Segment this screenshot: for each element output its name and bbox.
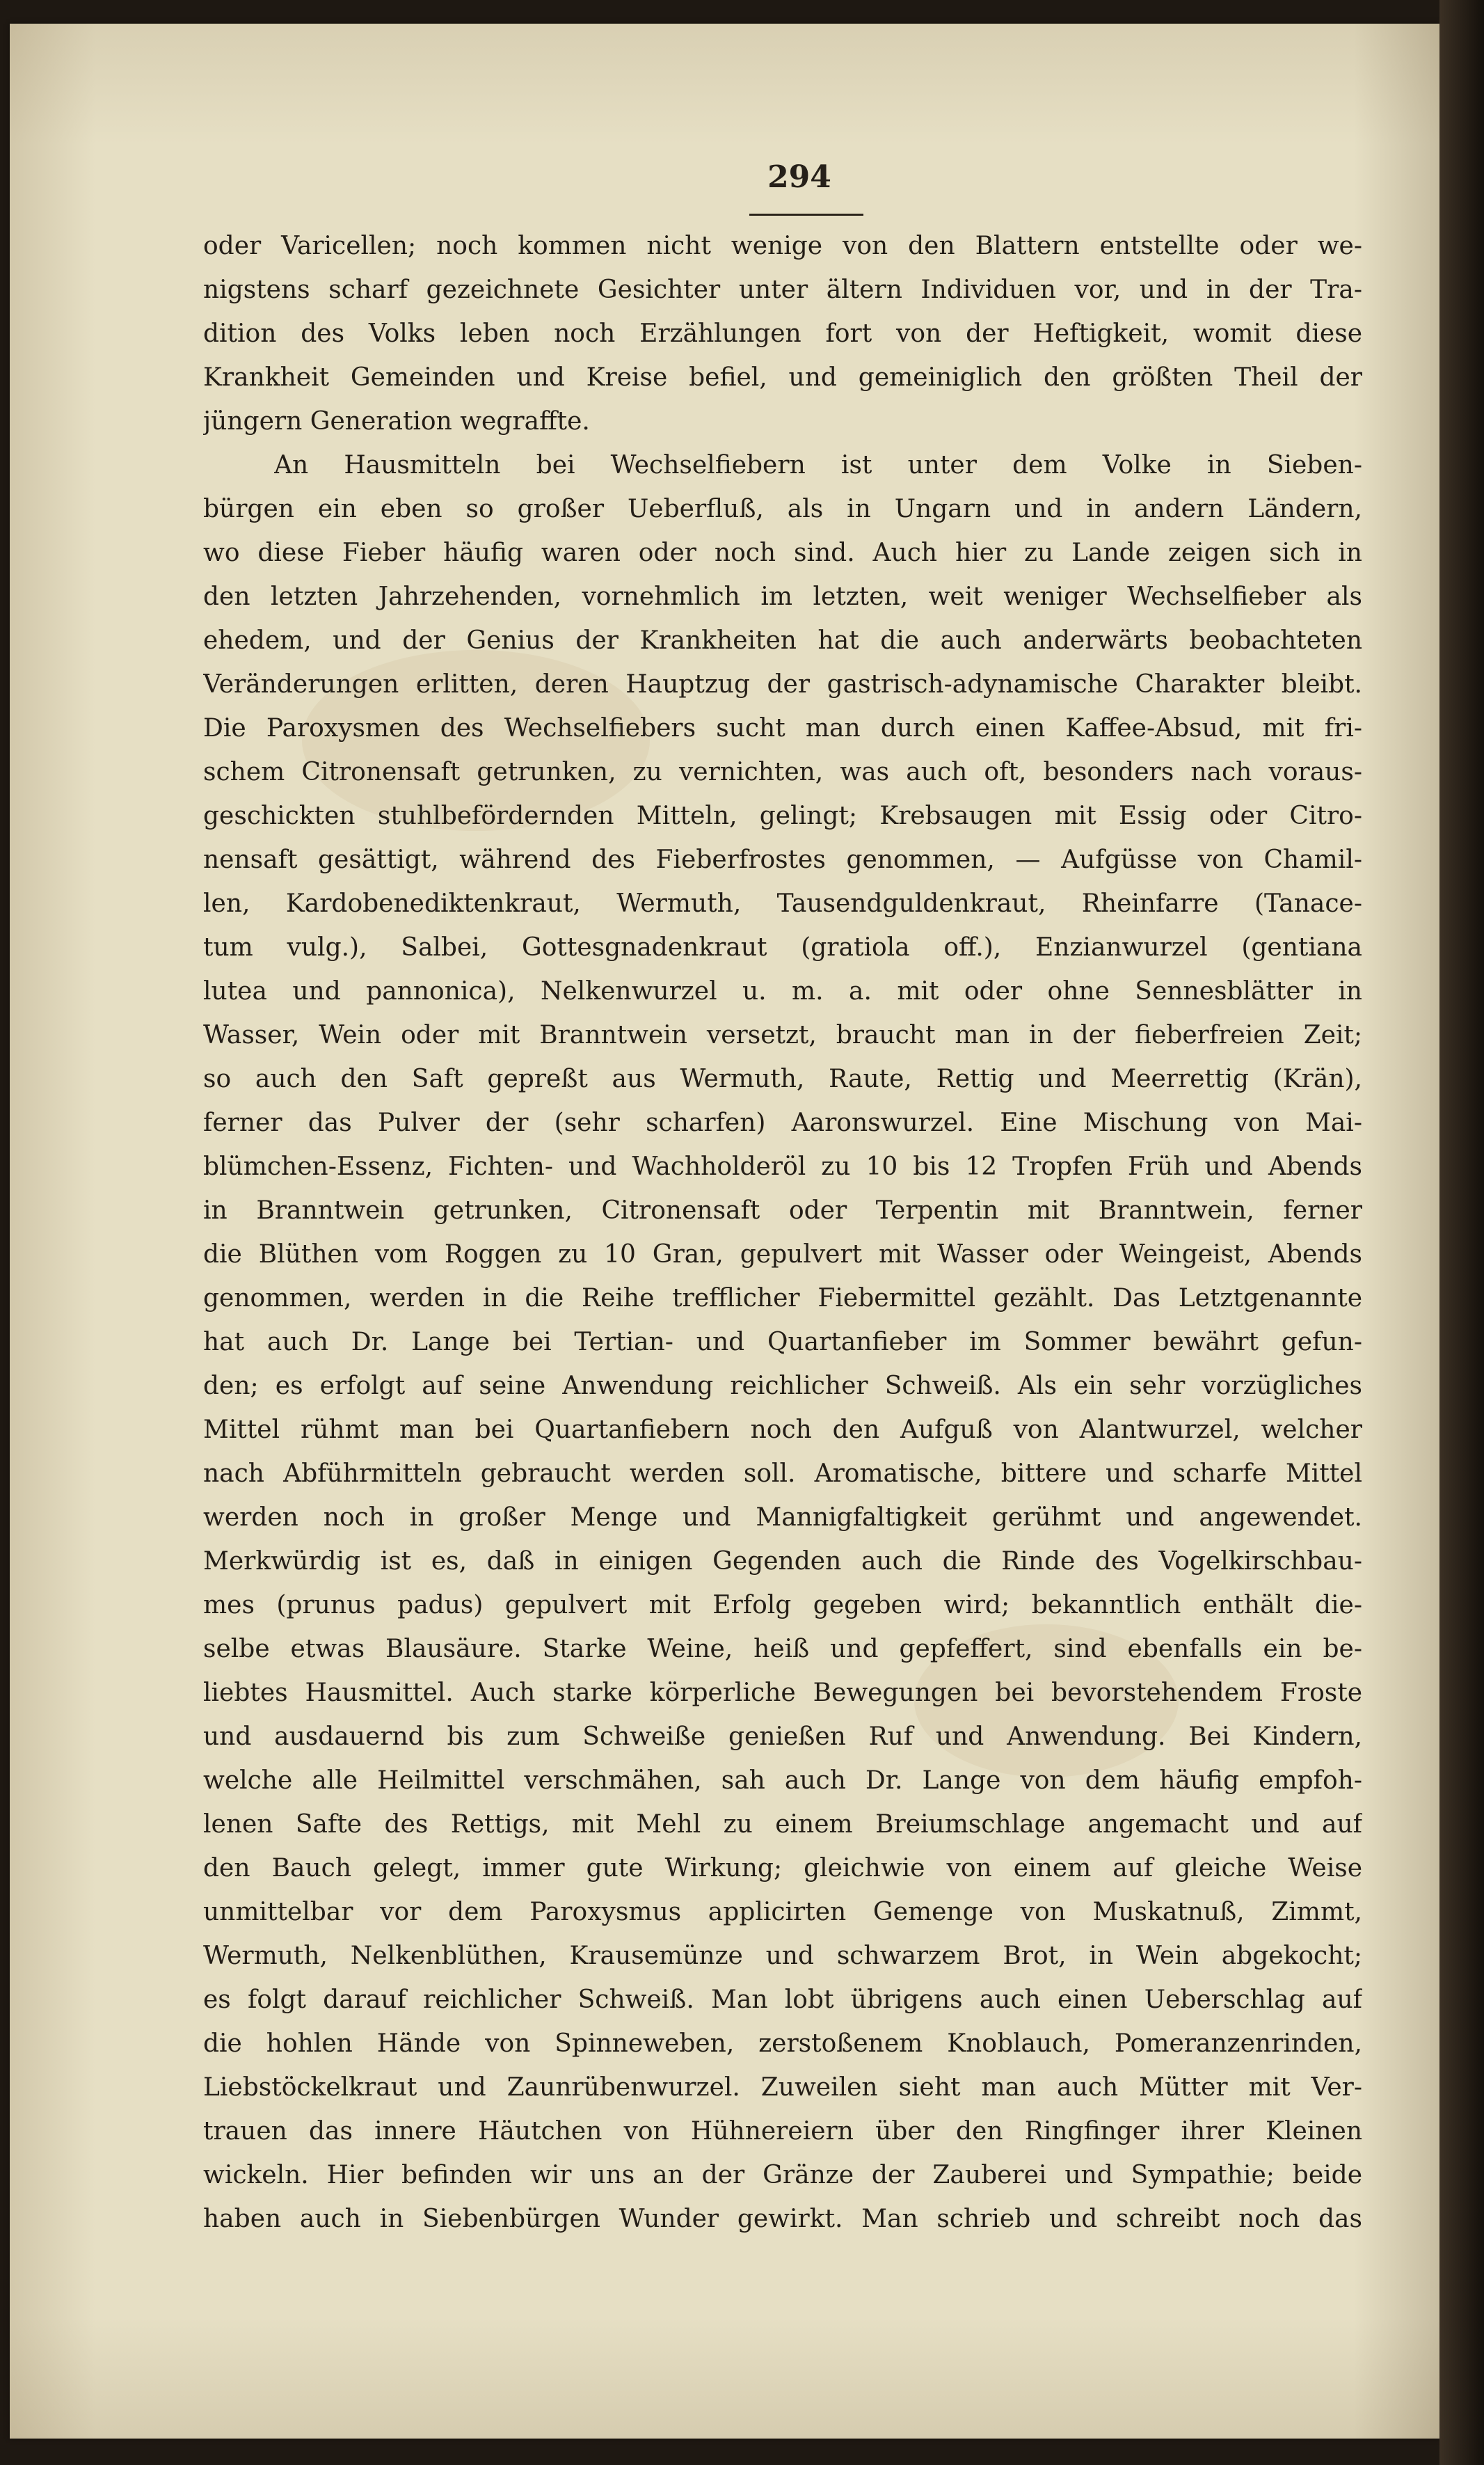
text-line: den Bauch gelegt, immer gute Wirkung; gleichwie von einem auf gleiche Weise [203, 1854, 1362, 1883]
text-line: die hohlen Hände von Spinneweben, zerstoßenem Knoblauch, Pomeranzenrinden, [203, 2029, 1362, 2058]
text-line: lenen Safte des Rettigs, mit Mehl zu einem Breiumschlage angemacht und auf [203, 1810, 1362, 1839]
text-line: ehedem, und der Genius der Krankheiten hat die auch anderwärts beobachteten [203, 626, 1362, 655]
text-line: und ausdauernd bis zum Schweiße genießen Ruf und Anwendung. Bei Kindern, [203, 1722, 1362, 1751]
text-line: Liebstöckelkraut und Zaunrübenwurzel. Zuweilen sieht man auch Mütter mit Ver- [203, 2073, 1362, 2102]
text-line: dition des Volks leben noch Erzählungen fort von der Heftigkeit, womit diese [203, 319, 1362, 348]
paper-page [10, 24, 1439, 2439]
text-line: werden noch in großer Menge und Mannigfaltigkeit gerühmt und angewendet. [203, 1503, 1362, 1532]
text-line: blümchen-Essenz, Fichten- und Wachholderöl zu 10 bis 12 Tropfen Früh und Abends [203, 1152, 1362, 1181]
text-line: nigstens scharf gezeichnete Gesichter unter ältern Individuen vor, und in der Tra- [203, 276, 1362, 304]
text-line: bürgen ein eben so großer Ueberfluß, als in Ungarn und in andern Ländern, [203, 495, 1362, 523]
text-line: Krankheit Gemeinden und Kreise befiel, und gemeiniglich den größten Theil der [203, 363, 1362, 392]
text-line: len, Kardobenediktenkraut, Wermuth, Tausendguldenkraut, Rheinfarre (Tanace- [203, 889, 1362, 918]
text-line: jüngern Generation wegraffte. [203, 407, 590, 436]
text-line: geschickten stuhlbefördernden Mitteln, gelingt; Krebsaugen mit Essig oder Citro- [203, 802, 1362, 830]
text-line: trauen das innere Häutchen von Hühnereiern über den Ringfinger ihrer Kleinen [203, 2117, 1362, 2146]
text-line: so auch den Saft gepreßt aus Wermuth, Raute, Rettig und Meerrettig (Krän), [203, 1065, 1362, 1093]
text-line: mes (prunus padus) gepulvert mit Erfolg gegeben wird; bekanntlich enthält die- [203, 1591, 1362, 1619]
page-number: 294 [767, 159, 831, 195]
body-text [10, 24, 1439, 2439]
text-line: nensaft gesättigt, während des Fieberfrostes genommen, — Aufgüsse von Chamil- [203, 846, 1362, 874]
text-line: Mittel rühmt man bei Quartanfiebern noch den Aufguß von Alantwurzel, welcher [203, 1416, 1362, 1444]
text-line: die Blüthen vom Roggen zu 10 Gran, gepulvert mit Wasser oder Weingeist, Abends [203, 1240, 1362, 1269]
text-line: lutea und pannonica), Nelkenwurzel u. m. a. mit oder ohne Sennesblätter in [203, 977, 1362, 1006]
text-line: welche alle Heilmittel verschmähen, sah auch Dr. Lange von dem häufig empfoh- [203, 1766, 1362, 1795]
text-line: genommen, werden in die Reihe trefflicher Fiebermittel gezählt. Das Letztgenannte [203, 1284, 1362, 1313]
text-line: unmittelbar vor dem Paroxysmus applicirten Gemenge von Muskatnuß, Zimmt, [203, 1898, 1362, 1926]
text-line: Veränderungen erlitten, deren Hauptzug der gastrisch-adynamische Charakter bleibt. [203, 670, 1362, 699]
text-line: An Hausmitteln bei Wechselfiebern ist unter dem Volke in Sieben- [274, 451, 1362, 479]
text-line: Wermuth, Nelkenblüthen, Krausemünze und schwarzem Brot, in Wein abgekocht; [203, 1942, 1362, 1970]
text-line: wickeln. Hier befinden wir uns an der Gränze der Zauberei und Sympathie; beide [203, 2161, 1362, 2189]
text-line: selbe etwas Blausäure. Starke Weine, heiß und gepfeffert, sind ebenfalls ein be- [203, 1635, 1362, 1663]
book-spine-edge [1439, 0, 1484, 2465]
text-line: Die Paroxysmen des Wechselfiebers sucht man durch einen Kaffee-Absud, mit fri- [203, 714, 1362, 743]
text-line: den letzten Jahrzehenden, vornehmlich im letzten, weit weniger Wechselfieber als [203, 582, 1362, 611]
text-line: schem Citronensaft getrunken, zu vernichten, was auch oft, besonders nach voraus- [203, 758, 1362, 786]
text-line: oder Varicellen; noch kommen nicht wenige von den Blattern entstellte oder we- [203, 232, 1362, 260]
text-line: ferner das Pulver der (sehr scharfen) Aaronswurzel. Eine Mischung von Mai- [203, 1109, 1362, 1137]
text-line: nach Abführmitteln gebraucht werden soll. Aromatische, bittere und scharfe Mittel [203, 1459, 1362, 1488]
text-line: in Branntwein getrunken, Citronensaft oder Terpentin mit Branntwein, ferner [203, 1196, 1362, 1225]
text-line: den; es erfolgt auf seine Anwendung reichlicher Schweiß. Als ein sehr vorzügliches [203, 1372, 1362, 1400]
text-line: liebtes Hausmittel. Auch starke körperliche Bewegungen bei bevorstehendem Froste [203, 1679, 1362, 1707]
text-line: Merkwürdig ist es, daß in einigen Gegenden auch die Rinde des Vogelkirschbau- [203, 1547, 1362, 1576]
text-line: wo diese Fieber häufig waren oder noch sind. Auch hier zu Lande zeigen sich in [203, 539, 1362, 567]
text-line: tum vulg.), Salbei, Gottesgnadenkraut (gratiola off.), Enzianwurzel (gentiana [203, 933, 1362, 962]
text-line: es folgt darauf reichlicher Schweiß. Man lobt übrigens auch einen Ueberschlag auf [203, 1986, 1362, 2014]
text-line: haben auch in Siebenbürgen Wunder gewirkt. Man schrieb und schreibt noch das [203, 2205, 1362, 2233]
text-line: Wasser, Wein oder mit Branntwein versetzt, braucht man in der fieberfreien Zeit; [203, 1021, 1362, 1049]
text-line: hat auch Dr. Lange bei Tertian- und Quartanfieber im Sommer bewährt gefun- [203, 1328, 1362, 1356]
